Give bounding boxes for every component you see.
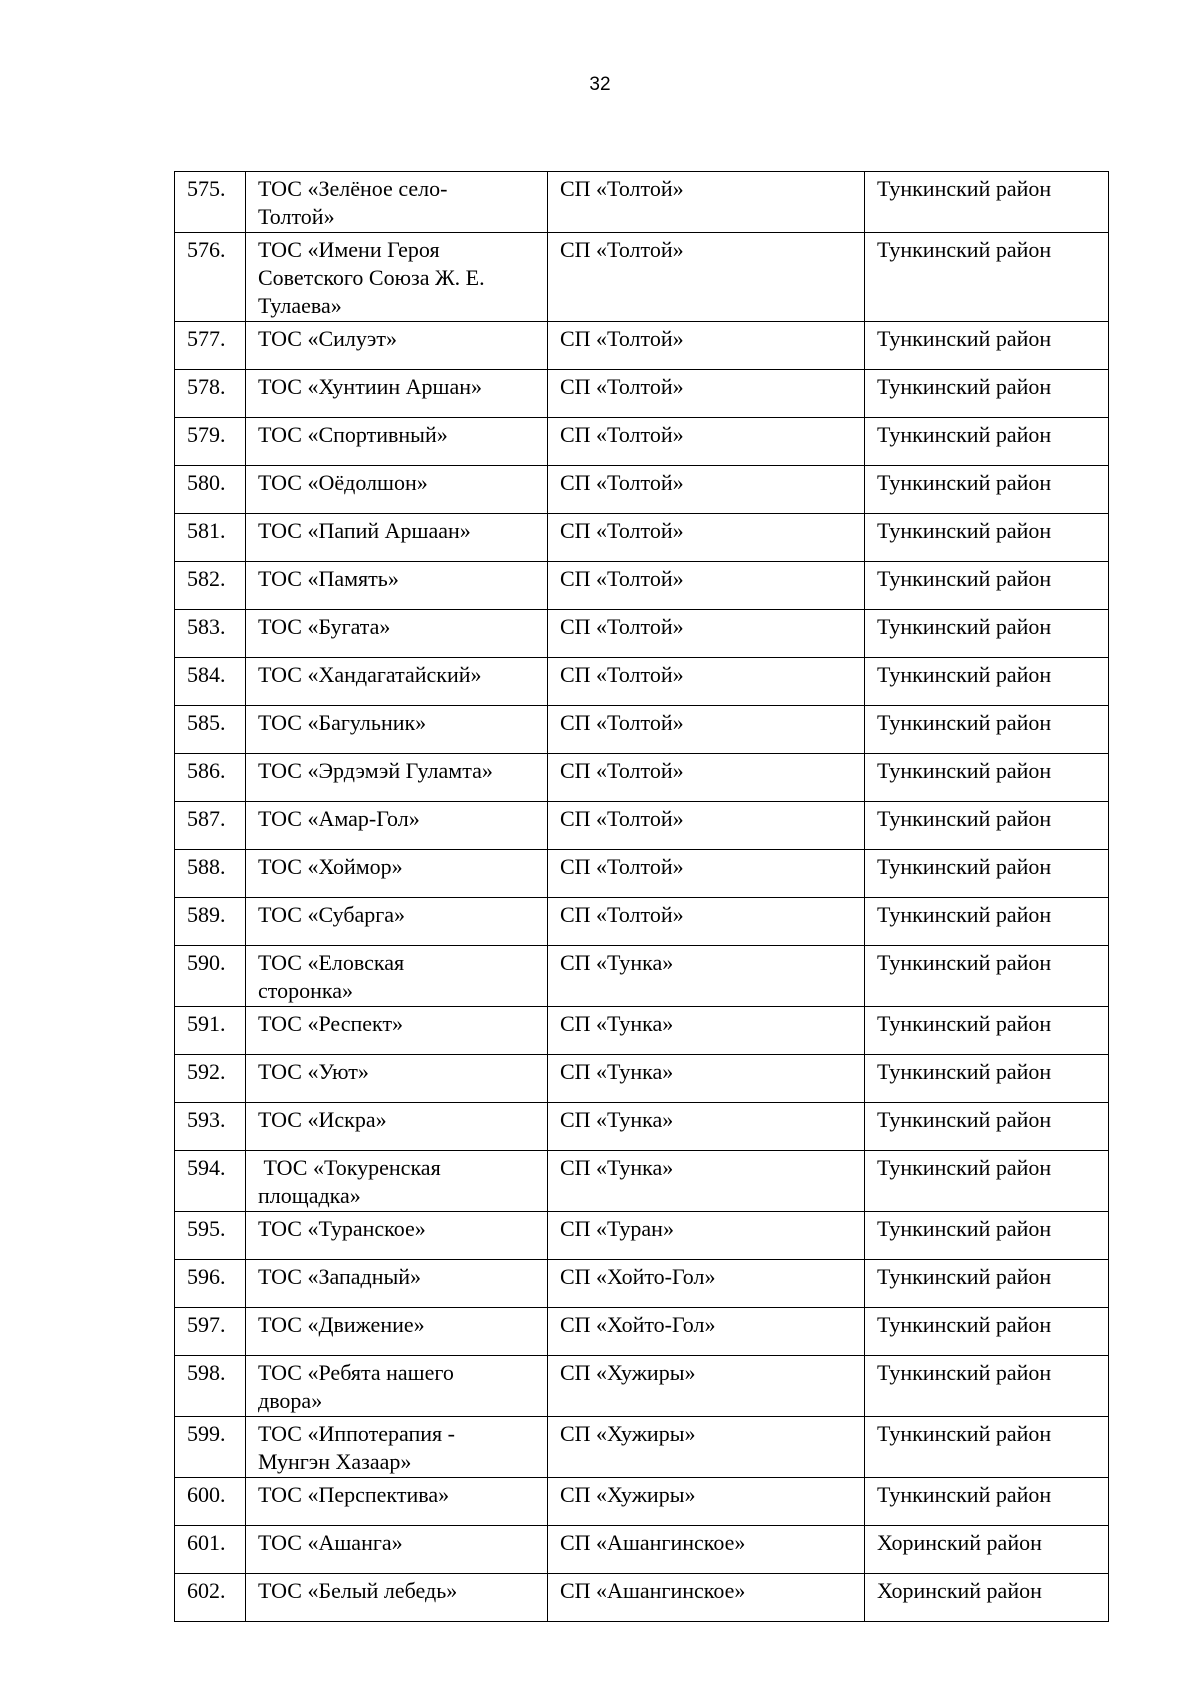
settlement: СП «Тунка» (548, 1007, 865, 1055)
settlement: СП «Толтой» (548, 233, 865, 322)
settlement: СП «Толтой» (548, 658, 865, 706)
row-number: 598. (175, 1356, 246, 1417)
district: Тункинский район (865, 802, 1109, 850)
settlement: СП «Хойто-Гол» (548, 1308, 865, 1356)
tos-name: ТОС «Туранское» (246, 1212, 548, 1260)
district: Тункинский район (865, 1212, 1109, 1260)
district: Хоринский район (865, 1526, 1109, 1574)
settlement: СП «Ашангинское» (548, 1526, 865, 1574)
table-row (175, 706, 1109, 754)
row-number: 577. (175, 322, 246, 370)
settlement: СП «Толтой» (548, 898, 865, 946)
settlement: СП «Толтой» (548, 370, 865, 418)
tos-name: ТОС «Зелёное село- Толтой» (246, 172, 548, 233)
tos-name: ТОС «Бугата» (246, 610, 548, 658)
row-number: 597. (175, 1308, 246, 1356)
row-number: 593. (175, 1103, 246, 1151)
tos-name: ТОС «Ашанга» (246, 1526, 548, 1574)
row-number: 583. (175, 610, 246, 658)
settlement: СП «Хужиры» (548, 1478, 865, 1526)
district: Тункинский район (865, 1055, 1109, 1103)
settlement: СП «Толтой» (548, 322, 865, 370)
district: Тункинский район (865, 898, 1109, 946)
row-number: 580. (175, 466, 246, 514)
district: Тункинский район (865, 946, 1109, 1007)
district: Тункинский район (865, 1103, 1109, 1151)
row-number: 601. (175, 1526, 246, 1574)
page-number: 32 (589, 74, 611, 95)
table-row (175, 610, 1109, 658)
table-row (175, 370, 1109, 418)
tos-name: ТОС «Респект» (246, 1007, 548, 1055)
settlement: СП «Тунка» (548, 946, 865, 1007)
settlement: СП «Толтой» (548, 802, 865, 850)
row-number: 586. (175, 754, 246, 802)
table-row (175, 1055, 1109, 1103)
row-number: 600. (175, 1478, 246, 1526)
district: Тункинский район (865, 850, 1109, 898)
district: Тункинский район (865, 562, 1109, 610)
table-row (175, 1526, 1109, 1574)
settlement: СП «Хужиры» (548, 1356, 865, 1417)
tos-name: ТОС «Ребята нашего двора» (246, 1356, 548, 1417)
tos-name: ТОС «Движение» (246, 1308, 548, 1356)
row-number: 579. (175, 418, 246, 466)
table-row (175, 850, 1109, 898)
table-row (175, 1308, 1109, 1356)
table-row (175, 1007, 1109, 1055)
tos-name: ТОС «Амар-Гол» (246, 802, 548, 850)
tos-name: ТОС «Еловская сторонка» (246, 946, 548, 1007)
district: Тункинский район (865, 1356, 1109, 1417)
tos-name: ТОС «Силуэт» (246, 322, 548, 370)
row-number: 592. (175, 1055, 246, 1103)
settlement: СП «Тунка» (548, 1151, 865, 1212)
row-number: 595. (175, 1212, 246, 1260)
table-row (175, 658, 1109, 706)
table-row (175, 322, 1109, 370)
table-row (175, 1212, 1109, 1260)
table-row (175, 418, 1109, 466)
settlement: СП «Хужиры» (548, 1417, 865, 1478)
settlement: СП «Толтой» (548, 706, 865, 754)
row-number: 587. (175, 802, 246, 850)
tos-name: ТОС «Уют» (246, 1055, 548, 1103)
table-row (175, 898, 1109, 946)
row-number: 581. (175, 514, 246, 562)
tos-name: ТОС «Перспектива» (246, 1478, 548, 1526)
tos-name: ТОС «Хунтиин Аршан» (246, 370, 548, 418)
district: Тункинский район (865, 706, 1109, 754)
tos-name: ТОС «Субарга» (246, 898, 548, 946)
settlement: СП «Туран» (548, 1212, 865, 1260)
row-number: 576. (175, 233, 246, 322)
settlement: СП «Толтой» (548, 562, 865, 610)
tos-name: ТОС «Западный» (246, 1260, 548, 1308)
table-row (175, 1356, 1109, 1417)
row-number: 585. (175, 706, 246, 754)
row-number: 584. (175, 658, 246, 706)
tos-name: ТОС «Оёдолшон» (246, 466, 548, 514)
tos-name: ТОС «Имени Героя Советского Союза Ж. Е. Тулаева» (246, 233, 548, 322)
table-row (175, 233, 1109, 322)
table-row (175, 802, 1109, 850)
tos-name: ТОС «Токуренская площадка» (246, 1151, 548, 1212)
district: Тункинский район (865, 610, 1109, 658)
tos-name: ТОС «Хоймор» (246, 850, 548, 898)
district: Тункинский район (865, 1308, 1109, 1356)
district: Тункинский район (865, 233, 1109, 322)
tos-name: ТОС «Эрдэмэй Гуламта» (246, 754, 548, 802)
district: Тункинский район (865, 370, 1109, 418)
district: Тункинский район (865, 658, 1109, 706)
settlement: СП «Толтой» (548, 514, 865, 562)
district: Тункинский район (865, 1007, 1109, 1055)
tos-name: ТОС «Искра» (246, 1103, 548, 1151)
table-row (175, 1260, 1109, 1308)
table-row (175, 1417, 1109, 1478)
settlement: СП «Толтой» (548, 850, 865, 898)
settlement: СП «Толтой» (548, 466, 865, 514)
district: Тункинский район (865, 466, 1109, 514)
settlement: СП «Толтой» (548, 754, 865, 802)
tos-name: ТОС «Белый лебедь» (246, 1574, 548, 1622)
row-number: 591. (175, 1007, 246, 1055)
district: Тункинский район (865, 754, 1109, 802)
table-row (175, 562, 1109, 610)
district: Хоринский район (865, 1574, 1109, 1622)
tos-registry-table (174, 171, 1109, 1622)
row-number: 582. (175, 562, 246, 610)
tos-name: ТОС «Хандагатайский» (246, 658, 548, 706)
row-number: 578. (175, 370, 246, 418)
tos-name: ТОС «Память» (246, 562, 548, 610)
row-number: 575. (175, 172, 246, 233)
table-row (175, 1478, 1109, 1526)
settlement: СП «Ашангинское» (548, 1574, 865, 1622)
registry-table-body (175, 172, 1109, 1622)
row-number: 588. (175, 850, 246, 898)
table-row (175, 172, 1109, 233)
table-row (175, 1574, 1109, 1622)
table-row (175, 946, 1109, 1007)
row-number: 596. (175, 1260, 246, 1308)
table-row (175, 514, 1109, 562)
settlement: СП «Толтой» (548, 610, 865, 658)
district: Тункинский район (865, 1151, 1109, 1212)
district: Тункинский район (865, 1478, 1109, 1526)
row-number: 602. (175, 1574, 246, 1622)
row-number: 599. (175, 1417, 246, 1478)
table-row (175, 1103, 1109, 1151)
district: Тункинский район (865, 514, 1109, 562)
settlement: СП «Хойто-Гол» (548, 1260, 865, 1308)
settlement: СП «Толтой» (548, 172, 865, 233)
district: Тункинский район (865, 1260, 1109, 1308)
tos-name: ТОС «Папий Аршаан» (246, 514, 548, 562)
row-number: 594. (175, 1151, 246, 1212)
district: Тункинский район (865, 418, 1109, 466)
table-row (175, 1151, 1109, 1212)
settlement: СП «Тунка» (548, 1103, 865, 1151)
tos-name: ТОС «Спортивный» (246, 418, 548, 466)
table-row (175, 466, 1109, 514)
tos-name: ТОС «Багульник» (246, 706, 548, 754)
district: Тункинский район (865, 172, 1109, 233)
district: Тункинский район (865, 322, 1109, 370)
tos-name: ТОС «Иппотерапия - Мунгэн Хазаар» (246, 1417, 548, 1478)
table-row (175, 754, 1109, 802)
district: Тункинский район (865, 1417, 1109, 1478)
settlement: СП «Толтой» (548, 418, 865, 466)
row-number: 589. (175, 898, 246, 946)
settlement: СП «Тунка» (548, 1055, 865, 1103)
row-number: 590. (175, 946, 246, 1007)
